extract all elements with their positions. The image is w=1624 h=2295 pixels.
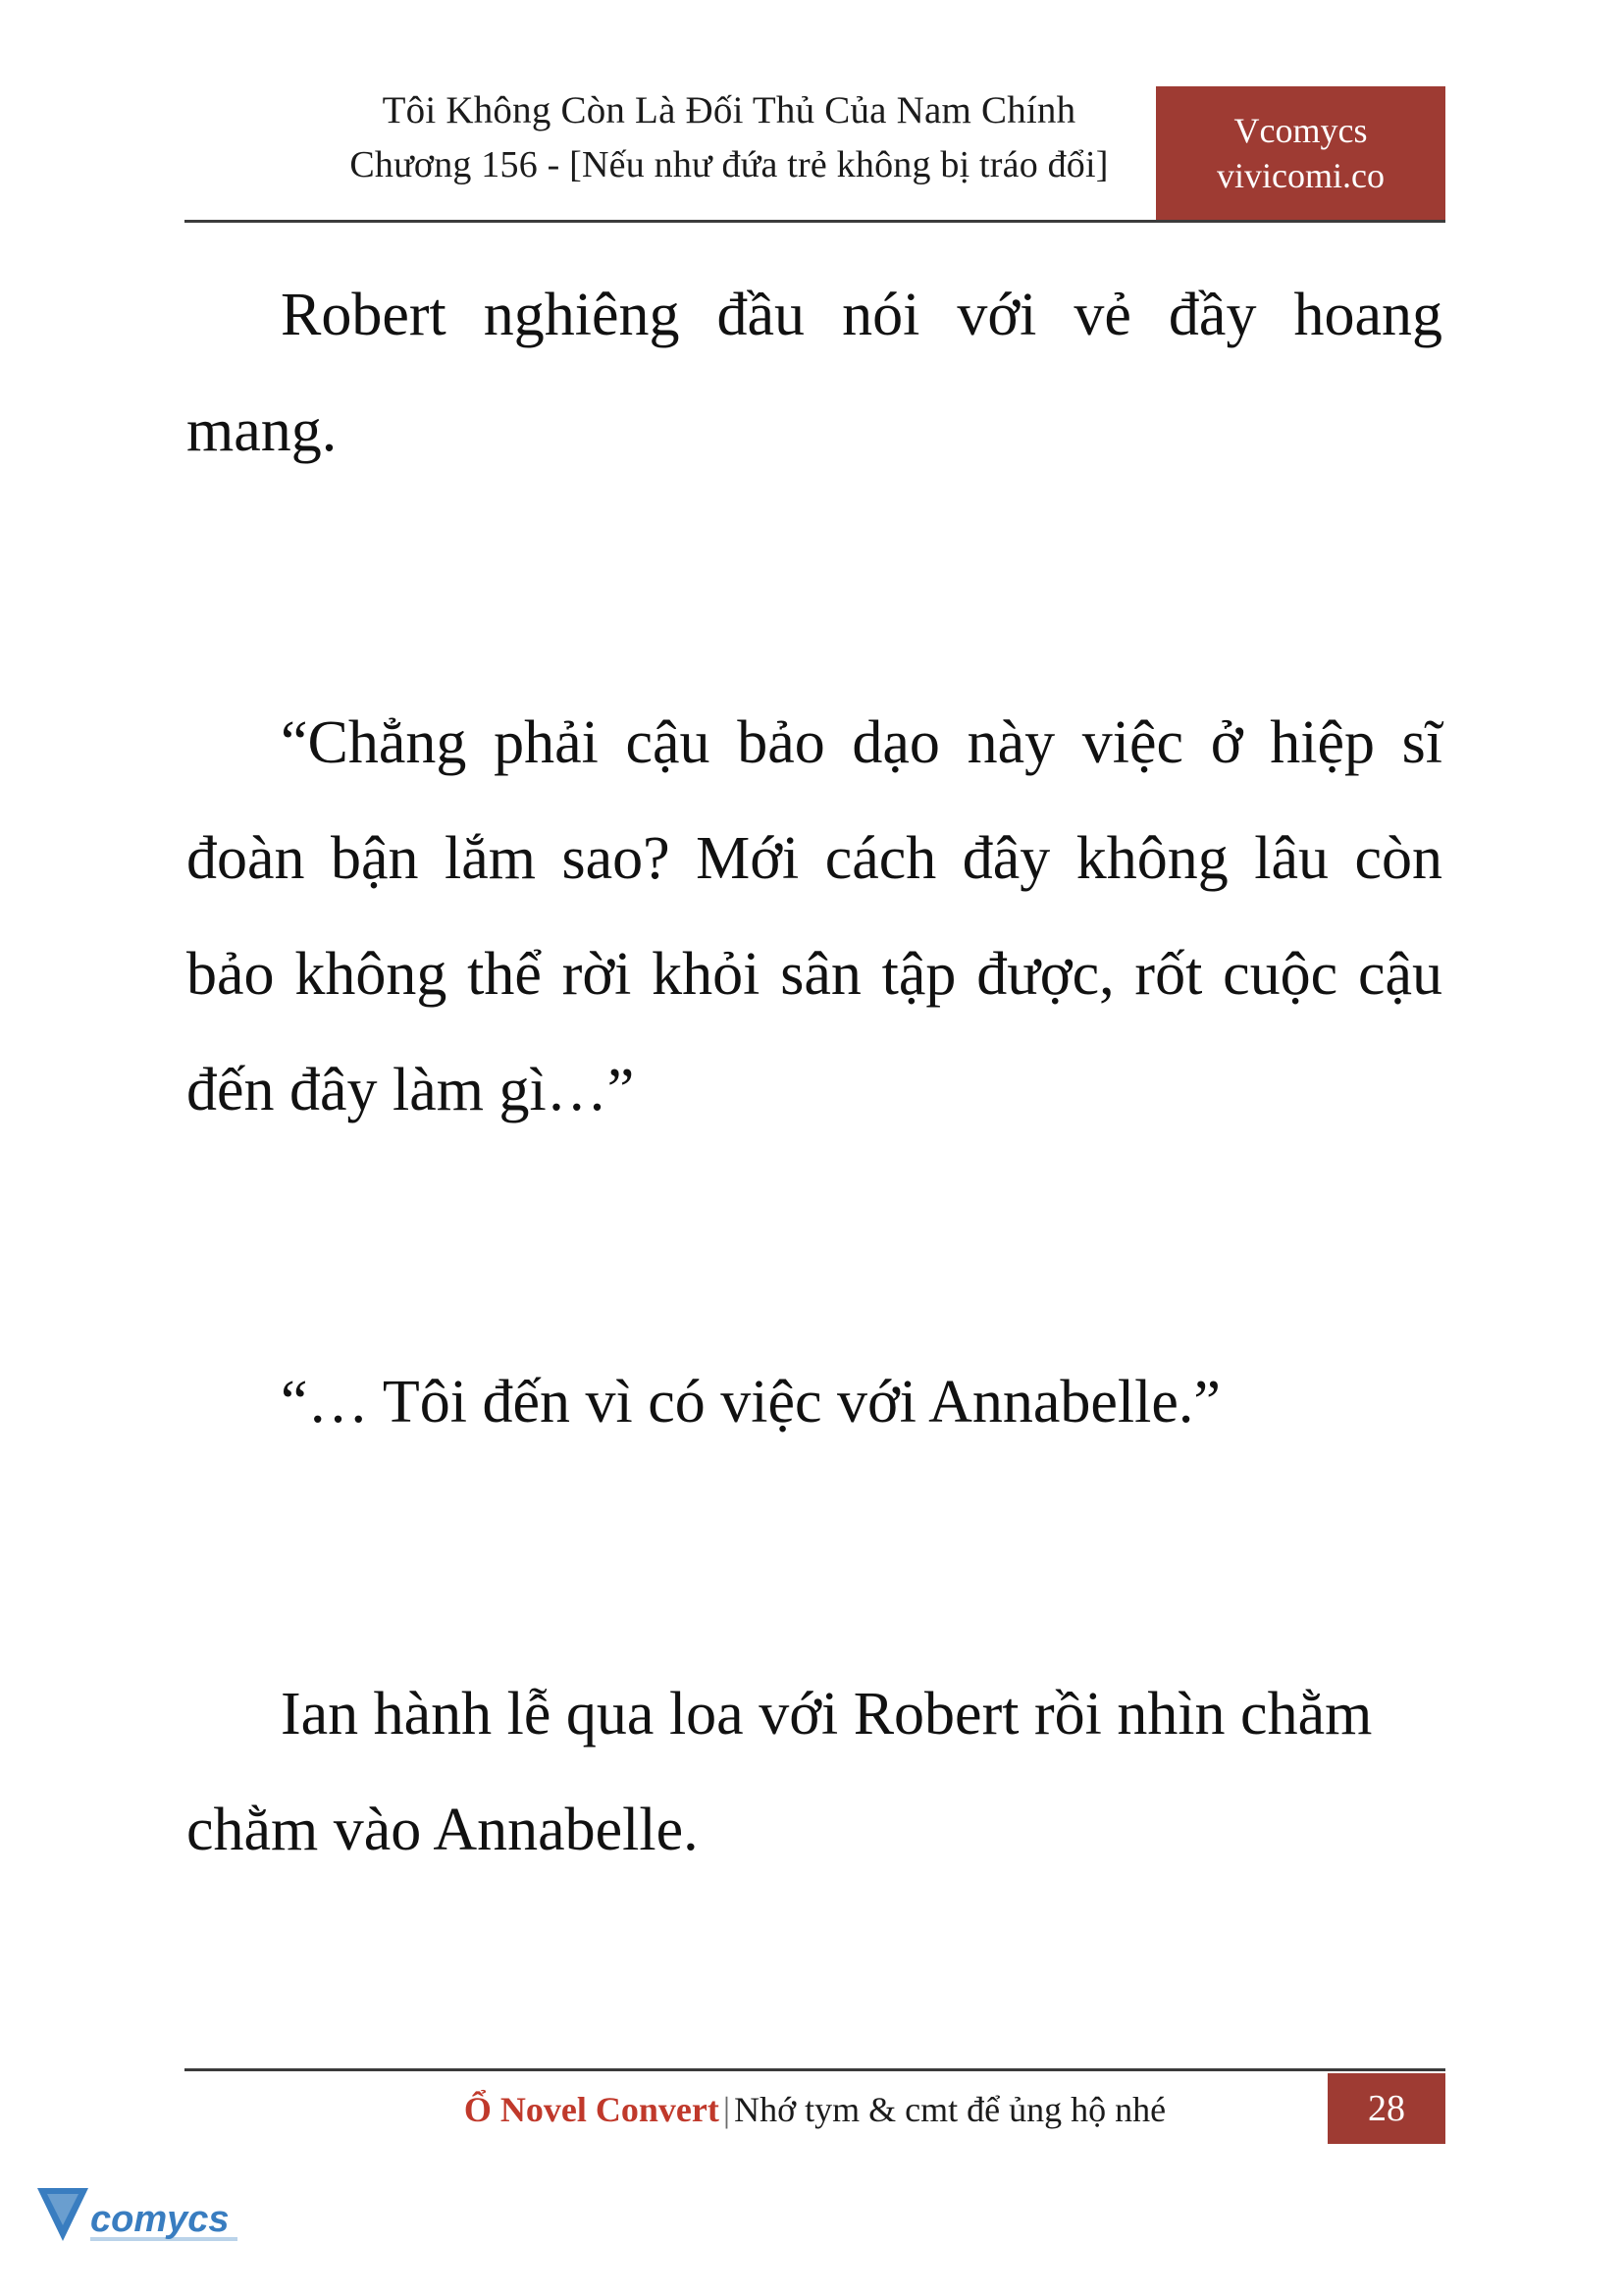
footer-brand: Ổ Novel Convert [463, 2090, 719, 2129]
paragraph-spacer [186, 1460, 1442, 1656]
page-footer [184, 2068, 1445, 2147]
footer-credit [184, 2082, 1445, 2137]
header-title-block [184, 84, 1274, 192]
paragraph: “… Tôi đến vì có việc với Annabelle.” [281, 1369, 1221, 1435]
paragraph-spacer [186, 489, 1442, 685]
site-badge-url: vivicomi.co [1217, 156, 1385, 195]
paragraph: Ian hành lễ qua loa với Robert rồi nhìn chằm chằm vào Annabelle. [186, 1681, 1373, 1863]
page-content [186, 257, 1442, 1888]
page-number-badge [1328, 2073, 1445, 2144]
svg-text:comycs: comycs [90, 2199, 230, 2240]
vcomycs-logo-icon [33, 2180, 249, 2265]
book-title: Tôi Không Còn Là Đối Thủ Của Nam Chính [382, 89, 1076, 131]
paragraph: Robert nghiêng đầu nói với vẻ đầy hoang mang. [186, 282, 1442, 464]
footer-note: Nhớ tym & cmt để ủng hộ nhé [734, 2090, 1167, 2129]
site-badge-name: Vcomycs [1233, 111, 1368, 150]
site-badge [1156, 86, 1445, 220]
paragraph: “Chẳng phải cậu bảo dạo này việc ở hiệp sĩ đoàn bận lắm sao? Mới cách đây không lâu còn bảo không thể rời khỏi sân tập được, rốt cuộc cậu đến đây làm gì…” [186, 709, 1442, 1123]
page-number: 28 [1368, 2088, 1405, 2129]
page-header [184, 84, 1445, 222]
paragraph-spacer [186, 1148, 1442, 1344]
header-divider [184, 220, 1445, 223]
footer-divider [184, 2068, 1445, 2071]
chapter-title: Chương 156 - [Nếu như đứa trẻ không bị tráo đổi] [349, 144, 1109, 185]
footer-separator: | [722, 2090, 731, 2129]
